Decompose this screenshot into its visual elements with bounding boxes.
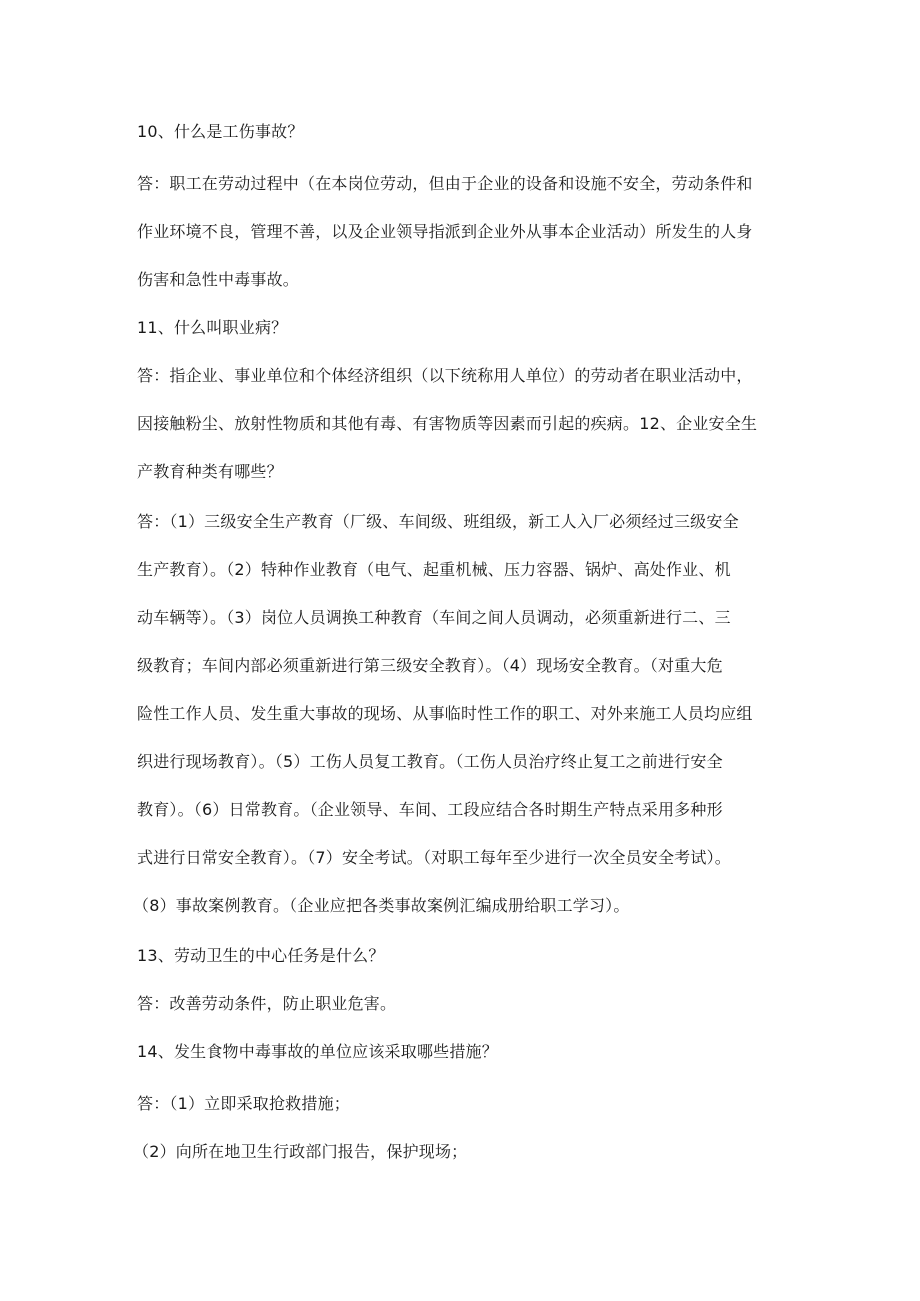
- question-13: 13、劳动卫生的中心任务是什么？: [137, 946, 385, 965]
- question-14: 14、发生食物中毒事故的单位应该采取哪些措施？: [137, 1042, 498, 1061]
- answer-12-line-6: 织进行现场教育）。（5）工伤人员复工教育。（工伤人员治疗终止复工之前进行安全: [137, 752, 723, 771]
- answer-12-line-4: 级教育；车间内部必须重新进行第三级安全教育）。（4）现场安全教育。（对重大危: [137, 656, 723, 675]
- answer-13: 答：改善劳动条件，防止职业危害。: [137, 994, 397, 1013]
- answer-10-line-1: 答：职工在劳动过程中（在本岗位劳动，但由于企业的设备和设施不安全，劳动条件和: [137, 174, 753, 193]
- answer-11-line-2: 因接触粉尘、放射性物质和其他有毒、有害物质等因素而引起的疾病。12、企业安全生: [137, 414, 758, 433]
- question-11: 11、什么叫职业病？: [137, 318, 288, 337]
- answer-14-line-2: （2）向所在地卫生行政部门报告，保护现场；: [133, 1142, 468, 1161]
- answer-12-line-9: （8）事故案例教育。（企业应把各类事故案例汇编成册给职工学习）。: [133, 896, 630, 915]
- answer-12-line-2: 生产教育）。（2）特种作业教育（电气、起重机械、压力容器、锅炉、高处作业、机: [137, 560, 731, 579]
- answer-12-line-8: 式进行日常安全教育）。（7）安全考试。（对职工每年至少进行一次全员安全考试）。: [137, 848, 731, 867]
- answer-10-line-3: 伤害和急性中毒事故。: [137, 270, 300, 289]
- answer-11-line-1: 答：指企业、事业单位和个体经济组织（以下统称用人单位）的劳动者在职业活动中，: [137, 366, 753, 385]
- answer-14-line-1: 答：（1）立即采取抢救措施；: [137, 1094, 350, 1113]
- question-10: 10、什么是工伤事故？: [137, 122, 304, 141]
- answer-12-line-3: 动车辆等）。（3）岗位人员调换工种教育（车间之间人员调动，必须重新进行二、三: [137, 608, 731, 627]
- answer-12-line-7: 教育）。（6）日常教育。（企业领导、车间、工段应结合各时期生产特点采用多种形: [137, 800, 723, 819]
- answer-10-line-2: 作业环境不良，管理不善，以及企业领导指派到企业外从事本企业活动）所发生的人身: [137, 222, 753, 241]
- question-12-cont: 产教育种类有哪些？: [137, 462, 283, 481]
- answer-12-line-1: 答：（1）三级安全生产教育（厂级、车间级、班组级，新工人入厂必须经过三级安全: [137, 512, 739, 531]
- answer-12-line-5: 险性工作人员、发生重大事故的现场、从事临时性工作的职工、对外来施工人员均应组: [137, 704, 753, 723]
